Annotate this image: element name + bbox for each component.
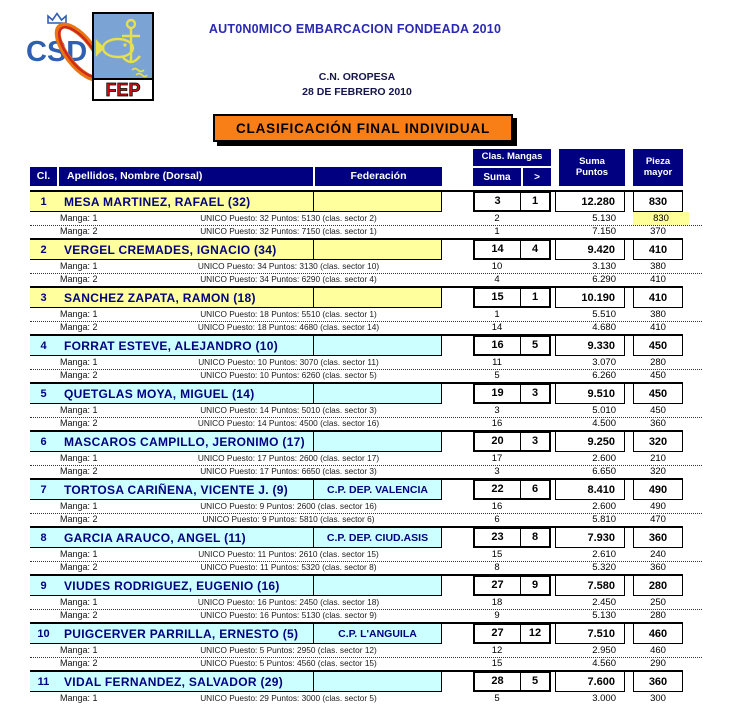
manga-detail: UNICO Puesto: 18 Puntos: 5510 (clas. sector 1): [200, 309, 377, 319]
page-title: AUT0N0MICO EMBARCACION FONDEADA 2010: [208, 22, 502, 36]
manga-pieza-cell: 280: [650, 357, 666, 368]
pieza-mayor-cell: 280: [633, 576, 683, 596]
manga-label: Manga: 2: [60, 274, 98, 284]
suma-puntos-cell: 10.190: [555, 288, 625, 308]
name-cell: QUETGLAS MOYA, MIGUEL (14): [64, 387, 255, 401]
manga-pieza-cell: 240: [650, 549, 666, 560]
pieza-mayor-cell: 410: [633, 288, 683, 308]
suma-puntos-cell: 7.930: [555, 528, 625, 548]
manga-clas-cell: 1: [494, 226, 500, 237]
manga-label: Manga: 2: [60, 226, 98, 236]
manga-row: [30, 513, 702, 526]
manga-detail: UNICO Puesto: 18 Puntos: 4680 (clas. sector 14): [197, 322, 380, 332]
clas-mangas-box: [473, 287, 551, 308]
manga-clas-cell: 10: [491, 261, 503, 272]
clas-best-cell: 8: [531, 531, 539, 543]
column-header-cl: Cl.: [30, 167, 57, 186]
manga-row: [30, 212, 702, 226]
manga-clas-cell: 1: [494, 309, 500, 320]
venue-line: C.N. OROPESA: [318, 71, 396, 83]
pieza-mayor-cell: 830: [633, 192, 683, 212]
suma-puntos-cell: 9.420: [555, 240, 625, 260]
manga-row: [30, 596, 702, 610]
rank-cell: 10: [37, 628, 50, 640]
column-header-best: >: [523, 168, 551, 186]
manga-detail: UNICO Puesto: 16 Puntos: 5130 (clas. sector 9): [200, 610, 377, 620]
manga-row: [30, 609, 702, 622]
classification-banner: CLASIFICACIÓN FINAL INDIVIDUAL: [213, 114, 513, 142]
federation-cell: C.P. DEP. CIUD.ASIS: [326, 532, 429, 544]
manga-row: [30, 369, 702, 382]
manga-clas-cell: 4: [494, 274, 500, 285]
manga-label: Manga: 2: [60, 658, 98, 668]
manga-puntos-cell: 4.500: [592, 418, 616, 429]
name-cell: VIUDES RODRIGUEZ, EUGENIO (16): [64, 579, 280, 593]
csd-logo-text: CSD: [26, 36, 88, 68]
clas-best-cell: 1: [531, 291, 539, 303]
name-cell: MASCAROS CAMPILLO, JERONIMO (17): [64, 435, 305, 449]
rank-cell: 4: [40, 340, 47, 352]
rank-cell: 2: [40, 244, 47, 256]
manga-clas-cell: 9: [494, 610, 500, 621]
table-row: [0, 190, 730, 238]
manga-pieza-cell: 370: [650, 226, 666, 237]
rank-cell: 9: [40, 580, 47, 592]
name-cell: MESA MARTINEZ, RAFAEL (32): [64, 195, 251, 209]
pieza-mayor-cell: 450: [633, 336, 683, 356]
clas-best-cell: 6: [531, 483, 539, 495]
manga-clas-cell: 17: [491, 453, 503, 464]
federation-cell: [313, 240, 442, 260]
manga-puntos-cell: 2.610: [592, 549, 616, 560]
manga-puntos-cell: 6.260: [592, 370, 616, 381]
clas-mangas-box: [473, 527, 551, 548]
table-row: [0, 574, 730, 622]
manga-clas-cell: 3: [494, 405, 500, 416]
manga-puntos-cell: 5.010: [592, 405, 616, 416]
federation-cell: [313, 192, 442, 212]
manga-pieza-cell: 490: [650, 501, 666, 512]
manga-puntos-cell: 2.600: [592, 453, 616, 464]
manga-label: Manga: 1: [60, 405, 98, 415]
manga-row: [30, 404, 702, 418]
manga-puntos-cell: 5.320: [592, 562, 616, 573]
manga-detail: UNICO Puesto: 29 Puntos: 3000 (clas. sector 5): [200, 693, 377, 703]
manga-row: [30, 644, 702, 658]
table-row: [0, 622, 730, 670]
pieza-mayor-cell: 360: [633, 528, 683, 548]
pieza-mayor-cell: 460: [633, 624, 683, 644]
manga-puntos-cell: 2.950: [592, 645, 616, 656]
manga-detail: UNICO Puesto: 5 Puntos: 4560 (clas. sector 15): [200, 658, 377, 668]
manga-pieza-cell: 280: [650, 610, 666, 621]
clas-mangas-box: [473, 671, 551, 692]
clas-best-cell: 3: [531, 435, 539, 447]
manga-pieza-cell: 210: [650, 453, 666, 464]
manga-label: Manga: 1: [60, 453, 98, 463]
manga-label: Manga: 1: [60, 357, 98, 367]
manga-clas-cell: 12: [491, 645, 503, 656]
name-cell: PUIGCERVER PARRILLA, ERNESTO (5): [64, 627, 299, 641]
clas-mangas-box: [473, 383, 551, 404]
manga-pieza-cell: 450: [650, 370, 666, 381]
column-header-federation: Federación: [315, 167, 442, 186]
clas-best-cell: 9: [531, 579, 539, 591]
manga-pieza-cell: 360: [650, 418, 666, 429]
clas-suma-cell: 15: [475, 289, 521, 306]
date-line: 28 DE FEBRERO 2010: [302, 86, 412, 98]
clas-suma-cell: 19: [475, 385, 521, 402]
table-row: [0, 286, 730, 334]
manga-puntos-cell: 5.130: [592, 213, 616, 224]
clas-mangas-box: [473, 239, 551, 260]
manga-label: Manga: 1: [60, 597, 98, 607]
manga-puntos-cell: 3.070: [592, 357, 616, 368]
manga-pieza-cell: 250: [650, 597, 666, 608]
manga-detail: UNICO Puesto: 32 Puntos: 7150 (clas. sector 1): [200, 226, 377, 236]
manga-pieza-cell: 830: [633, 212, 689, 225]
manga-pieza-cell: 320: [650, 466, 666, 477]
manga-row: [30, 692, 702, 705]
clas-suma-cell: 28: [475, 673, 521, 690]
manga-puntos-cell: 6.290: [592, 274, 616, 285]
manga-row: [30, 417, 702, 430]
suma-puntos-cell: 9.510: [555, 384, 625, 404]
suma-puntos-cell: 12.280: [555, 192, 625, 212]
clas-suma-cell: 3: [475, 193, 521, 210]
clas-best-cell: 3: [531, 387, 539, 399]
table-row: [0, 382, 730, 430]
manga-detail: UNICO Puesto: 17 Puntos: 2600 (clas. sector 17): [197, 453, 380, 463]
manga-clas-cell: 3: [494, 466, 500, 477]
table-row: [0, 478, 730, 526]
manga-detail: UNICO Puesto: 5 Puntos: 2950 (clas. sector 12): [200, 645, 377, 655]
column-header-clas-mangas: Clas. Mangas: [473, 149, 551, 166]
manga-row: [30, 273, 702, 286]
pieza-mayor-cell: 410: [633, 240, 683, 260]
manga-pieza-cell: 380: [650, 261, 666, 272]
manga-detail: UNICO Puesto: 10 Puntos: 6260 (clas. sector 5): [200, 370, 377, 380]
suma-puntos-cell: 9.330: [555, 336, 625, 356]
manga-clas-cell: 11: [492, 357, 502, 368]
manga-row: [30, 356, 702, 370]
manga-puntos-cell: 2.600: [592, 501, 616, 512]
suma-puntos-cell: 7.580: [555, 576, 625, 596]
manga-puntos-cell: 6.650: [592, 466, 616, 477]
clas-suma-cell: 27: [475, 625, 521, 642]
rank-cell: 3: [40, 292, 47, 304]
manga-row: [30, 561, 702, 574]
manga-clas-cell: 2: [494, 213, 500, 224]
manga-pieza-cell: 410: [650, 274, 666, 285]
manga-label: Manga: 2: [60, 562, 98, 572]
rank-cell: 6: [40, 436, 47, 448]
manga-pieza-cell: 380: [650, 309, 666, 320]
manga-detail: UNICO Puesto: 10 Puntos: 3070 (clas. sector 11): [198, 357, 379, 367]
clas-mangas-box: [473, 431, 551, 452]
federation-cell: [313, 288, 442, 308]
manga-puntos-cell: 4.560: [592, 658, 616, 669]
column-header-suma: Suma: [473, 168, 521, 186]
rank-cell: 11: [37, 676, 50, 688]
column-header-pieza-mayor: Pieza mayor: [633, 149, 683, 186]
clas-suma-cell: 27: [475, 577, 521, 594]
manga-puntos-cell: 5.510: [592, 309, 616, 320]
manga-label: Manga: 1: [60, 645, 98, 655]
table-row: [0, 670, 730, 705]
manga-puntos-cell: 3.130: [592, 261, 616, 272]
federation-cell: [313, 576, 442, 596]
manga-label: Manga: 2: [60, 418, 98, 428]
manga-label: Manga: 1: [60, 501, 98, 511]
manga-label: Manga: 1: [60, 309, 98, 319]
manga-row: [30, 548, 702, 562]
pieza-mayor-cell: 450: [633, 384, 683, 404]
rank-cell: 5: [40, 388, 47, 400]
manga-label: Manga: 1: [60, 261, 98, 271]
manga-clas-cell: 16: [491, 418, 503, 429]
manga-label: Manga: 2: [60, 466, 98, 476]
table-row: [0, 334, 730, 382]
manga-pieza-cell: 460: [650, 645, 666, 656]
manga-detail: UNICO Puesto: 11 Puntos: 2610 (clas. sector 15): [198, 549, 379, 559]
name-cell: TORTOSA CARIÑENA, VICENTE J. (9): [64, 483, 289, 497]
manga-label: Manga: 2: [60, 610, 98, 620]
manga-pieza-cell: 470: [650, 514, 666, 525]
manga-label: Manga: 2: [60, 370, 98, 380]
pieza-mayor-cell: 320: [633, 432, 683, 452]
manga-label: Manga: 1: [60, 213, 98, 223]
clas-mangas-box: [473, 575, 551, 596]
manga-row: [30, 260, 702, 274]
manga-row: [30, 225, 702, 238]
manga-detail: UNICO Puesto: 16 Puntos: 2450 (clas. sector 18): [197, 597, 380, 607]
clas-mangas-box: [473, 335, 551, 356]
manga-detail: UNICO Puesto: 34 Puntos: 6290 (clas. sector 4): [200, 274, 377, 284]
manga-puntos-cell: 3.000: [592, 693, 616, 704]
clas-best-cell: 12: [528, 627, 542, 639]
manga-detail: UNICO Puesto: 11 Puntos: 5320 (clas. sector 8): [200, 562, 377, 572]
manga-label: Manga: 1: [60, 693, 98, 703]
manga-row: [30, 452, 702, 466]
manga-detail: UNICO Puesto: 14 Puntos: 5010 (clas. sector 3): [200, 405, 377, 415]
suma-puntos-cell: 7.600: [555, 672, 625, 692]
clas-best-cell: 1: [531, 195, 539, 207]
suma-puntos-cell: 9.250: [555, 432, 625, 452]
fep-logo-text: FEP: [105, 80, 141, 100]
column-header-suma-puntos: Suma Puntos: [559, 149, 625, 186]
pieza-mayor-cell: 360: [633, 672, 683, 692]
manga-pieza-cell: 300: [650, 693, 666, 704]
manga-clas-cell: 15: [491, 549, 503, 560]
manga-row: [30, 657, 702, 670]
pieza-mayor-cell: 490: [633, 480, 683, 500]
name-cell: SANCHEZ ZAPATA, RAMON (18): [64, 291, 256, 305]
clas-suma-cell: 22: [475, 481, 521, 498]
clas-suma-cell: 20: [475, 433, 521, 450]
manga-label: Manga: 1: [60, 549, 98, 559]
manga-row: [30, 308, 702, 322]
manga-pieza-cell: 360: [650, 562, 666, 573]
results-body: [0, 190, 730, 705]
manga-clas-cell: 15: [491, 658, 503, 669]
manga-clas-cell: 6: [494, 514, 500, 525]
name-cell: GARCIA ARAUCO, ANGEL (11): [64, 531, 246, 545]
manga-puntos-cell: 4.680: [592, 322, 616, 333]
clas-suma-cell: 16: [475, 337, 521, 354]
federation-cell: [313, 336, 442, 356]
manga-puntos-cell: 2.450: [592, 597, 616, 608]
clas-suma-cell: 14: [475, 241, 521, 258]
federation-cell: [313, 672, 442, 692]
suma-puntos-cell: 7.510: [555, 624, 625, 644]
manga-pieza-cell: 290: [650, 658, 666, 669]
manga-row: [30, 500, 702, 514]
manga-clas-cell: 16: [491, 501, 503, 512]
manga-pieza-cell: 410: [650, 322, 666, 333]
manga-detail: UNICO Puesto: 9 Puntos: 5810 (clas. sector 6): [202, 514, 375, 524]
rank-cell: 8: [40, 532, 47, 544]
manga-detail: UNICO Puesto: 14 Puntos: 4500 (clas. sector 16): [197, 418, 380, 428]
federation-cell: C.P. L'ANGUILA: [338, 628, 417, 640]
manga-puntos-cell: 5.130: [592, 610, 616, 621]
table-row: [0, 238, 730, 286]
manga-detail: UNICO Puesto: 17 Puntos: 6650 (clas. sector 3): [200, 466, 377, 476]
clas-best-cell: 5: [531, 675, 539, 687]
federation-cell: [313, 432, 442, 452]
clas-best-cell: 4: [531, 243, 539, 255]
clas-mangas-box: [473, 191, 551, 212]
manga-row: [30, 321, 702, 334]
clas-mangas-box: [473, 623, 551, 644]
column-header-name: Apellidos, Nombre (Dorsal): [59, 167, 313, 186]
manga-detail: UNICO Puesto: 32 Puntos: 5130 (clas. sector 2): [200, 213, 377, 223]
rank-cell: 7: [40, 484, 47, 496]
manga-label: Manga: 2: [60, 322, 98, 332]
table-row: [0, 526, 730, 574]
manga-clas-cell: 5: [494, 370, 500, 381]
manga-row: [30, 465, 702, 478]
name-cell: VIDAL FERNANDEZ, SALVADOR (29): [64, 675, 284, 689]
federation-cell: [313, 384, 442, 404]
manga-detail: UNICO Puesto: 34 Puntos: 3130 (clas. sector 10): [197, 261, 380, 271]
federation-cell: C.P. DEP. VALENCIA: [327, 484, 428, 496]
name-cell: FORRAT ESTEVE, ALEJANDRO (10): [64, 339, 279, 353]
manga-pieza-cell: 450: [650, 405, 666, 416]
name-cell: VERGEL CREMADES, IGNACIO (34): [64, 243, 277, 257]
manga-puntos-cell: 5.810: [592, 514, 616, 525]
manga-detail: UNICO Puesto: 9 Puntos: 2600 (clas. sector 16): [200, 501, 377, 511]
manga-clas-cell: 8: [494, 562, 500, 573]
rank-cell: 1: [40, 196, 47, 208]
manga-clas-cell: 14: [491, 322, 503, 333]
manga-puntos-cell: 7.150: [592, 226, 616, 237]
manga-clas-cell: 18: [491, 597, 503, 608]
manga-label: Manga: 2: [60, 514, 98, 524]
clas-suma-cell: 23: [475, 529, 521, 546]
table-row: [0, 430, 730, 478]
manga-clas-cell: 5: [494, 693, 500, 704]
clas-best-cell: 5: [531, 339, 539, 351]
clas-mangas-box: [473, 479, 551, 500]
suma-puntos-cell: 8.410: [555, 480, 625, 500]
fish-eye: [123, 43, 126, 46]
